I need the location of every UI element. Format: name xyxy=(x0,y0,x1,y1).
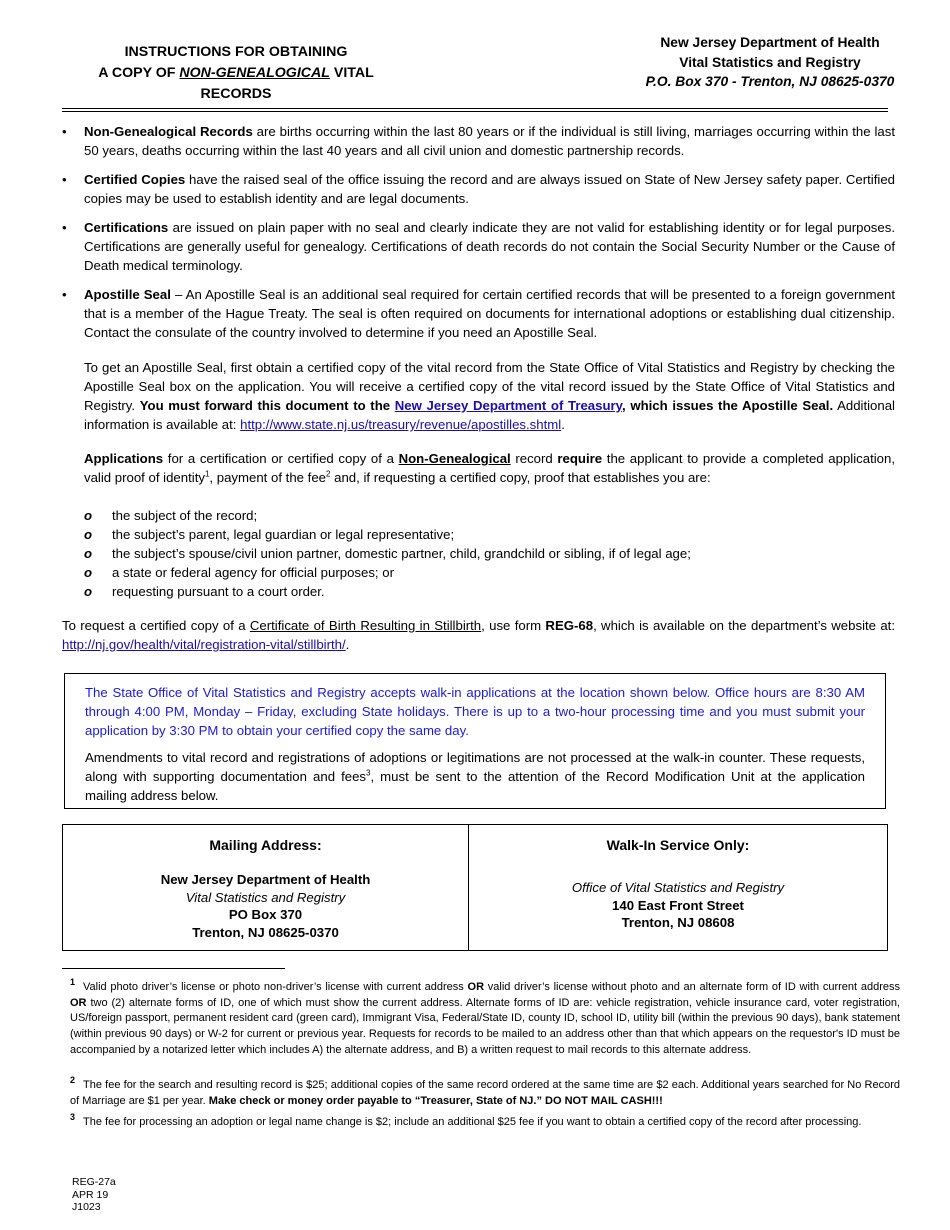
definition-term: Certified Copies xyxy=(84,172,186,187)
agency-header xyxy=(630,33,910,92)
agency-division: Vital Statistics and Registry xyxy=(679,54,861,70)
bullet-icon: • xyxy=(62,287,67,302)
list-item: o requesting pursuant to a court order. xyxy=(84,584,325,599)
treasury-link[interactable]: New Jersey Department of Treasury xyxy=(394,398,623,413)
definition-text: are births occurring within the last 80 years or if the individual is still living, marriages occurring within the last 50 years, deaths occurring within the last 40 years and all civil union and domestic partnership records. xyxy=(84,124,896,158)
circle-bullet-icon: o xyxy=(84,584,93,599)
footnote-ref-1: 1 xyxy=(204,469,210,479)
walk-in-notice-box xyxy=(64,673,886,809)
header-rule-top xyxy=(62,108,888,109)
definitions-list xyxy=(62,122,895,352)
footnote-2: $^2$ The fee for the search and resulting record is $25; additional copies of the same record ordered at the same time are $2 each. Additional years searched for No Record of Marriage are $1 per year. Make check or money order payable to “Treasurer, State of NJ.” DO NOT MAIL CASH!!! xyxy=(70,1075,900,1107)
stillbirth-link[interactable]: http://nj.gov/health/vital/registration-vital/stillbirth/ xyxy=(62,637,346,652)
bullet-icon: • xyxy=(62,124,67,139)
footnote-ref-2: 2 xyxy=(326,469,331,479)
footnote-3: $^3$ The fee for processing an adoption or legal name change is $2; include an additional $25 fee if you want to obtain a certified copy of the record after processing. xyxy=(70,1112,862,1128)
title-line-2: A COPY OF NON-GENEALOGICAL VITAL RECORDS xyxy=(98,65,374,102)
list-item: o the subject’s spouse/civil union partner, domestic partner, child, grandchild or sibling, if of legal age; xyxy=(84,546,691,561)
definition-text: have the raised seal of the office issuing the record and are always issued on State of New Jersey safety paper. Certified copies may be used to establish identity and are legal documents. xyxy=(84,172,895,206)
form-code: REG-27a APR 19 J1023 xyxy=(72,1176,116,1213)
circle-bullet-icon: o xyxy=(84,508,93,523)
bullet-icon: • xyxy=(62,220,67,235)
definition-item xyxy=(62,218,895,275)
apostille-paragraph: To get an Apostille Seal, first obtain a certified copy of the vital record from the State Office of Vital Statistics and Registry by checking the Apostille Seal box on the application. You will receive a certified copy of the vital record issued by the State Office of Vital Statistics and Registry. You must forward this document to the New Jersey Department of Treasury, which issues the Apostille Seal. Additional information is available at: http://www.state.nj.us/treasury/revenue/apostilles.shtml. xyxy=(84,360,895,432)
walk-in-heading: Walk-In Service Only: xyxy=(606,837,750,853)
circle-bullet-icon: o xyxy=(84,546,93,561)
address-table xyxy=(62,824,888,951)
list-item: o a state or federal agency for official purposes; or xyxy=(84,565,394,580)
apostille-info-link[interactable]: http://www.state.nj.us/treasury/revenue/apostilles.shtml xyxy=(240,417,562,432)
list-item: o the subject of the record; xyxy=(84,508,258,523)
stillbirth-paragraph: To request a certified copy of a Certificate of Birth Resulting in Stillbirth, use form REG-68, which is available on the department’s website at: http://nj.gov/health/vital/registration-vital/stillbirth/. xyxy=(62,618,895,652)
header-rule-bottom xyxy=(62,111,888,112)
definition-term: Apostille Seal xyxy=(84,287,171,302)
agency-name: New Jersey Department of Health xyxy=(660,35,880,50)
footnote-ref-3: 3 xyxy=(366,768,371,778)
definition-text: – An Apostille Seal is an additional seal required for certain certified records that will be presented to a foreign government that is a member of the Hague Treaty. The seal is often required on documents for international adoptions or establishing dual citizenship. Contact the consulate of the country involved to determine if you need an Apostille Seal. xyxy=(84,287,895,340)
mailing-address-cell: Mailing Address: New Jersey Department of Health Vital Statistics and Registry PO Box 370 Trenton, NJ 08625-0370 xyxy=(63,825,469,950)
walk-in-hours-text: The State Office of Vital Statistics and Registry accepts walk-in applications at the location shown below. Office hours are 8:30 AM through 4:00 PM, Monday – Friday, excluding State holidays. There is up to a two-hour processing time and you must submit your application by 3:30 PM to obtain your certified copy the same day. xyxy=(85,685,865,738)
footnote-1: $^1$ Valid photo driver’s license or photo non-driver’s license with current address OR valid driver’s license without photo and an alternate form of ID with current address OR two (2) alternate forms of ID, one of which must show the current address. Alternate forms of ID are: vehicle registration, vehicle insurance card, voter registration, US/foreign passport, permanent resident card (green card), Immigrant Visa, Federal/State ID, county ID, school ID, utility bill (within the previous 90 days), bank statement (within previous 90 days) or W-2 for current or previous year. Requests for records to be mailed to an address other than that which appears on the requestor's ID must be accompanied by a notarized letter which includes A) the alternate address, and B) a written request to mail records to this alternate address. xyxy=(70,977,900,1056)
title-emphasis: NON-GENEALOGICAL xyxy=(179,65,330,81)
list-item: o the subject’s parent, legal guardian or legal representative; xyxy=(84,527,455,542)
definition-term: Certifications xyxy=(84,220,169,235)
definition-item xyxy=(62,170,895,208)
footnote-divider xyxy=(62,968,285,969)
circle-bullet-icon: o xyxy=(84,527,93,542)
agency-address: P.O. Box 370 - Trenton, NJ 08625-0370 xyxy=(645,74,895,89)
definition-term: Non-Genealogical Records xyxy=(84,124,253,139)
definition-item xyxy=(62,122,895,160)
mailing-address-heading: Mailing Address: xyxy=(209,837,322,853)
walk-in-address-cell: Walk-In Service Only: Office of Vital Statistics and Registry 140 East Front Street Trenton, NJ 08608 xyxy=(469,825,887,950)
bullet-icon: • xyxy=(62,172,67,187)
definition-text: are issued on plain paper with no seal and clearly indicate they are not valid for establishing identity or for legal purposes. Certifications are generally useful for genealogy. Certifications of death records do not contain the Social Security Number or the Cause of Death medical terminology. xyxy=(84,220,895,273)
definition-item xyxy=(62,285,895,342)
applications-paragraph: Applications for a certification or certified copy of a Non-Genealogical record require the applicant to provide a completed application, valid proof of identity$^1$, payment of the fee$^2$ and, if requesting a certified copy, proof that establishes you are: xyxy=(84,451,895,485)
document-title xyxy=(62,42,410,105)
eligibility-list xyxy=(84,506,895,601)
amendments-text: Amendments to vital record and registrations of adoptions or legitimations are not processed at the walk-in counter. These requests, along with supporting documentation and fees$^3$, must be sent to the attention of the Record Modification Unit at the application mailing address below. xyxy=(85,750,866,803)
title-line-1: INSTRUCTIONS FOR OBTAINING xyxy=(124,44,348,60)
circle-bullet-icon: o xyxy=(84,565,93,580)
